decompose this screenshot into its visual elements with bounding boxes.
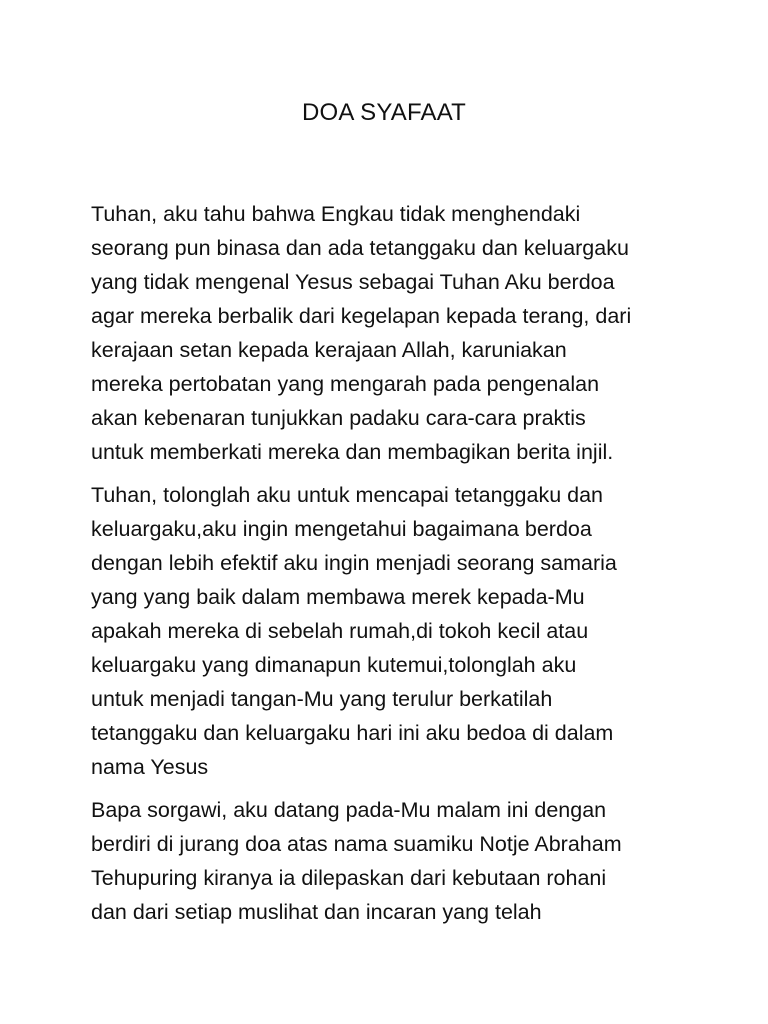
text-line: akan kebenaran tunjukkan padaku cara-cara praktis	[91, 406, 586, 430]
text-line: berdiri di jurang doa atas nama suamiku Notje Abraham	[91, 832, 622, 856]
text-line: Tehupuring kiranya ia dilepaskan dari kebutaan rohani	[91, 866, 607, 890]
text-line: Bapa sorgawi, aku datang pada-Mu malam ini dengan	[91, 798, 607, 822]
text-line: yang yang baik dalam membawa merek kepada-Mu	[91, 585, 585, 609]
text-line: tetanggaku dan keluargaku hari ini aku bedoa di dalam	[91, 721, 614, 745]
paragraph-1	[91, 197, 679, 469]
text-line: Tuhan, tolonglah aku untuk mencapai tetanggaku dan	[91, 483, 604, 507]
text-line: dan dari setiap muslihat dan incaran yang telah	[91, 900, 542, 924]
text-line: dengan lebih efektif aku ingin menjadi seorang samaria	[91, 551, 617, 575]
text-line: apakah mereka di sebelah rumah,di tokoh kecil atau	[91, 619, 589, 643]
text-line: seorang pun binasa dan ada tetanggaku dan keluargaku	[91, 236, 629, 260]
paragraph-2	[91, 478, 679, 784]
text-line: mereka pertobatan yang mengarah pada pengenalan	[91, 372, 600, 396]
text-line: kerajaan setan kepada kerajaan Allah, karuniakan	[91, 338, 567, 362]
text-line: untuk menjadi tangan-Mu yang terulur berkatilah	[91, 687, 553, 711]
text-line: nama Yesus	[91, 755, 209, 779]
text-line: keluargaku yang dimanapun kutemui,tolonglah aku	[91, 653, 577, 677]
document-body	[91, 197, 679, 938]
page-title: DOA SYAFAAT	[301, 99, 467, 126]
paragraph-3	[91, 793, 679, 929]
text-line: agar mereka berbalik dari kegelapan kepada terang, dari	[91, 304, 632, 328]
text-line: yang tidak mengenal Yesus sebagai Tuhan Aku berdoa	[91, 270, 615, 294]
text-line: Tuhan, aku tahu bahwa Engkau tidak menghendaki	[91, 202, 581, 226]
text-line: untuk memberkati mereka dan membagikan berita injil.	[91, 440, 614, 464]
text-line: keluargaku,aku ingin mengetahui bagaimana berdoa	[91, 517, 592, 541]
